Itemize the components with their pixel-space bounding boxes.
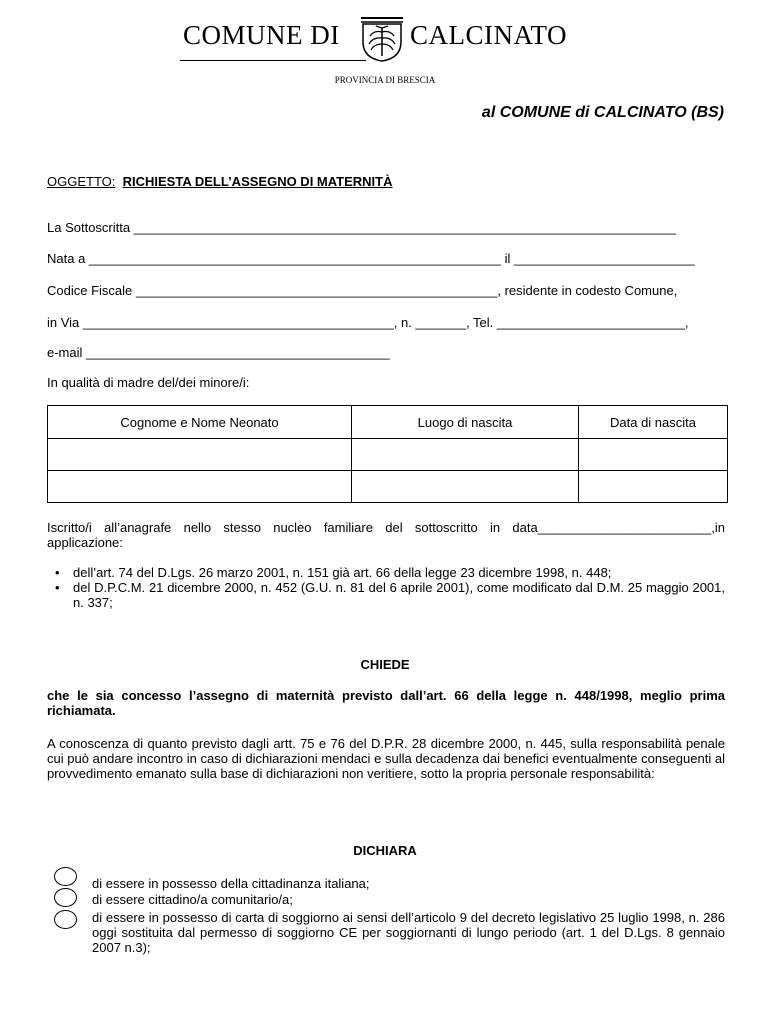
birthplace-field[interactable]: Nata a _________________________________________________________ il _________________________ [47,251,695,266]
tax-code-field[interactable]: Codice Fiscale __________________________________________________, residente in codesto Comune, [47,283,678,298]
column-header-birthplace: Luogo di nascita [352,406,579,439]
option-checkbox-citizenship[interactable] [54,867,77,886]
table-row [48,471,728,503]
option-checkbox-residence-permit[interactable] [54,910,77,929]
subject-text: RICHIESTA DELL’ASSEGNO DI MATERNITÀ [122,174,393,189]
table-header-row [48,406,728,439]
table-cell-birthplace[interactable] [352,439,579,471]
awareness-paragraph: A conoscenza di quanto previsto dagli artt. 75 e 76 del D.P.R. 28 dicembre 2000, n. 445, sulla responsabilità penale cui può andare incontro in caso di dichiarazioni mendaci e sulla decadenza dai benefici eventualmente conseguenti al provvedimento emanato sulla base di dichiarazioni non veritiere, sotto la propria personale responsabilità: [47,736,725,781]
coat-of-arms-icon [359,14,405,62]
address-field[interactable]: in Via ___________________________________________, n. _______, Tel. __________________________, [47,315,689,330]
table-cell-name[interactable] [48,439,352,471]
province-label: PROVINCIA DI BRESCIA [334,75,436,85]
laws-list [47,565,725,610]
table-cell-birthdate[interactable] [579,471,728,503]
municipality-name-left: COMUNE DI [183,20,340,50]
table-cell-name[interactable] [48,471,352,503]
table-cell-birthdate[interactable] [579,439,728,471]
subject-line [47,174,393,189]
table-row [48,439,728,471]
request-heading: CHIEDE [360,657,410,672]
option-checkbox-eu-citizen[interactable] [54,888,77,907]
option-text-residence-permit: di essere in possesso di carta di soggiorno ai sensi dell’articolo 9 del decreto legislativo 25 luglio 1998, n. 286 oggi sostituita dal permesso di soggiorno CE per soggiornanti di lungo periodo (art. 1 del D.Lgs. 8 gennaio 2007 n.3); [92,910,725,955]
column-header-birthdate: Data di nascita [579,406,728,439]
email-field[interactable]: e-mail __________________________________________ [47,345,390,360]
table-cell-birthplace[interactable] [352,471,579,503]
column-header-name: Cognome e Nome Neonato [48,406,352,439]
header-rule [180,60,366,61]
minors-intro: In qualità di madre del/dei minore/i: [47,375,250,390]
minors-table [47,405,728,503]
declaration-heading: DICHIARA [353,843,417,858]
signatory-field[interactable]: La Sottoscritta ___________________________________________________________________________ [47,220,676,235]
option-text-eu-citizen: di essere cittadino/a comunitario/a; [92,892,293,907]
list-item: • dell’art. 74 del D.Lgs. 26 marzo 2001, n. 151 già art. 66 della legge 23 dicembre 1998, n. 448; [47,565,725,580]
municipality-name-right: CALCINATO [410,20,568,50]
list-item: • del D.P.C.M. 21 dicembre 2000, n. 452 (G.U. n. 81 del 6 aprile 2001), come modificato dal D.M. 25 maggio 2001, n. 337; [47,580,725,610]
addressee: al COMUNE di CALCINATO (BS) [481,104,724,121]
request-text: che le sia concesso l’assegno di maternità previsto dall’art. 66 della legge n. 448/1998, meglio prima richiamata. [47,688,725,718]
subject-label: OGGETTO: [47,174,116,189]
registration-paragraph: Iscritto/i all’anagrafe nello stesso nucleo familiare del sottoscritto in data________________________,in applicazione: [47,520,725,550]
option-text-citizenship: di essere in possesso della cittadinanza italiana; [92,876,370,891]
